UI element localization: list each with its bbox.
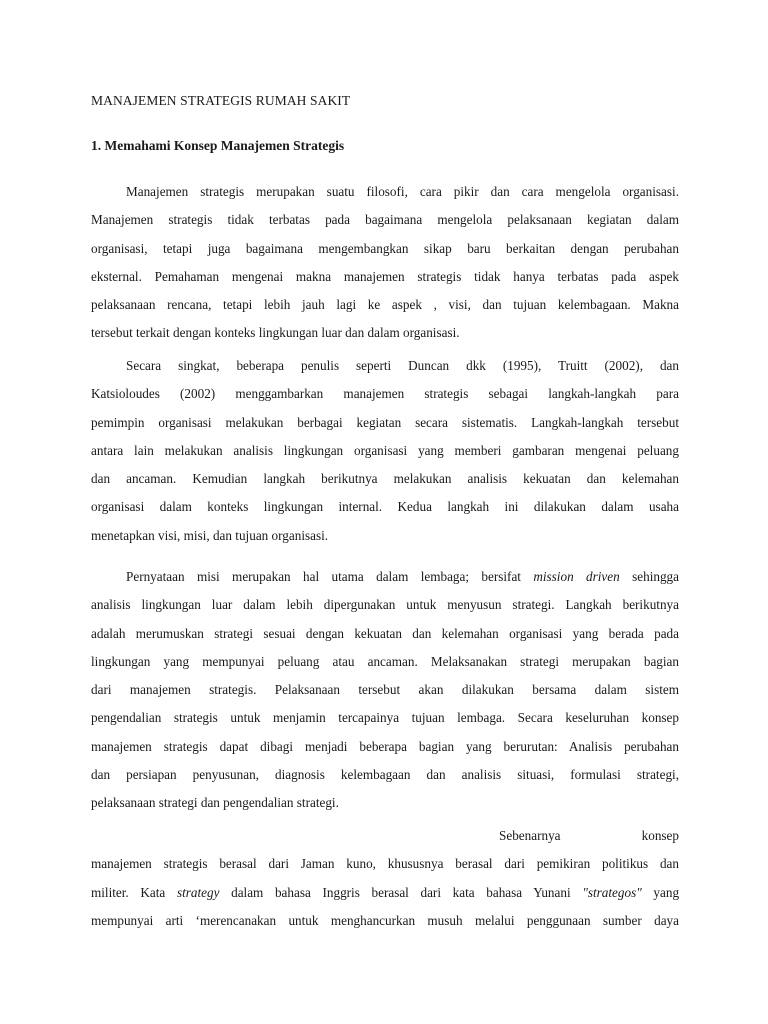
paragraph-line: dan ancaman. Kemudian langkah berikutnya melakukan analisis kekuatan dan kelemahan xyxy=(91,471,679,487)
paragraph-line: tersebut terkait dengan konteks lingkungan luar dan dalam organisasi. xyxy=(91,325,460,341)
italic-term-strategy: strategy xyxy=(176,884,220,900)
paragraph-line: pelaksanaan rencana, tetapi lebih jauh lagi ke aspek , visi, dan tujuan kelembagaan. Makna xyxy=(91,297,679,313)
paragraph-line xyxy=(91,879,679,907)
text-run: konsep xyxy=(641,828,679,843)
paragraph-line xyxy=(91,563,679,591)
paragraph-line: mempunyai arti ‘merencanakan untuk menghancurkan musuh melalui penggunaan sumber daya xyxy=(91,912,679,928)
text-run: militer. Kata xyxy=(91,884,166,900)
paragraph-3 xyxy=(91,563,679,818)
paragraph-line: pengendalian strategis untuk menjamin tercapainya tujuan lembaga. Secara keseluruhan konsep xyxy=(91,710,679,726)
paragraph-line: Manajemen strategis tidak terbatas pada bagaimana mengelola pelaksanaan kegiatan dalam xyxy=(91,212,679,228)
text-run: yang xyxy=(653,884,680,900)
paragraph-1 xyxy=(91,178,679,348)
paragraph-line: analisis lingkungan luar dalam lebih dipergunakan untuk menyusun strategi. Langkah berikutnya xyxy=(91,597,679,613)
paragraph-4 xyxy=(91,822,679,935)
paragraph-line: lingkungan yang mempunyai peluang atau ancaman. Melaksanakan strategi merupakan bagian xyxy=(91,653,679,669)
paragraph-line: manajemen strategis berasal dari Jaman kuno, khususnya berasal dari pemikiran politikus dan xyxy=(91,856,679,872)
paragraph-line: organisasi, tetapi juga bagaimana mengembangkan sikap baru berkaitan dengan perubahan xyxy=(91,240,679,256)
paragraph-line: organisasi dalam konteks lingkungan internal. Kedua langkah ini dilakukan dalam usaha xyxy=(91,499,679,515)
paragraph-line: Katsioloudes (2002) menggambarkan manajemen strategis sebagai langkah-langkah para xyxy=(91,386,679,402)
text-run: Sebenarnya xyxy=(499,828,561,843)
paragraph-line: Secara singkat, beberapa penulis seperti Duncan dkk (1995), Truitt (2002), dan xyxy=(126,358,679,373)
paragraph-line: adalah merumuskan strategi sesuai dengan kekuatan dan kelemahan organisasi yang berada pada xyxy=(91,625,679,641)
section-heading: 1. Memahami Konsep Manajemen Strategis xyxy=(91,138,345,153)
text-run: Pernyataan misi merupakan hal utama dalam lembaga; bersifat xyxy=(126,569,521,584)
italic-term-strategos: "strategos" xyxy=(582,884,642,900)
paragraph-line: eksternal. Pemahaman mengenai makna manajemen strategis tidak hanya terbatas pada aspek xyxy=(91,268,679,284)
text-run: dalam bahasa Inggris berasal dari kata bahasa Yunani xyxy=(231,884,571,900)
paragraph-line: dan persiapan penyusunan, diagnosis kelembagaan dan analisis situasi, formulasi strategi, xyxy=(91,767,679,783)
italic-term-mission-driven: mission driven xyxy=(533,569,620,584)
paragraph-line: pemimpin organisasi melakukan berbagai kegiatan secara sistematis. Langkah-langkah tersebut xyxy=(91,414,679,430)
paragraph-line: Manajemen strategis merupakan suatu filosofi, cara pikir dan cara mengelola organisasi. xyxy=(126,184,679,199)
paragraph-line: pelaksanaan strategi dan pengendalian strategi. xyxy=(91,795,339,811)
paragraph-line: dari manajemen strategis. Pelaksanaan tersebut akan dilakukan bersama dalam sistem xyxy=(91,682,679,698)
paragraph-line: menetapkan visi, misi, dan tujuan organisasi. xyxy=(91,527,329,543)
paragraph-2 xyxy=(91,352,679,550)
paragraph-line: antara lain melakukan analisis lingkungan organisasi yang memberi gambaran mengenai peluang xyxy=(91,442,679,458)
text-run: sehingga xyxy=(632,569,680,584)
paragraph-line: manajemen strategis dapat dibagi menjadi beberapa bagian yang berurutan: Analisis perubahan xyxy=(91,738,679,754)
document-title: MANAJEMEN STRATEGIS RUMAH SAKIT xyxy=(91,93,351,108)
paragraph-line xyxy=(91,822,679,850)
